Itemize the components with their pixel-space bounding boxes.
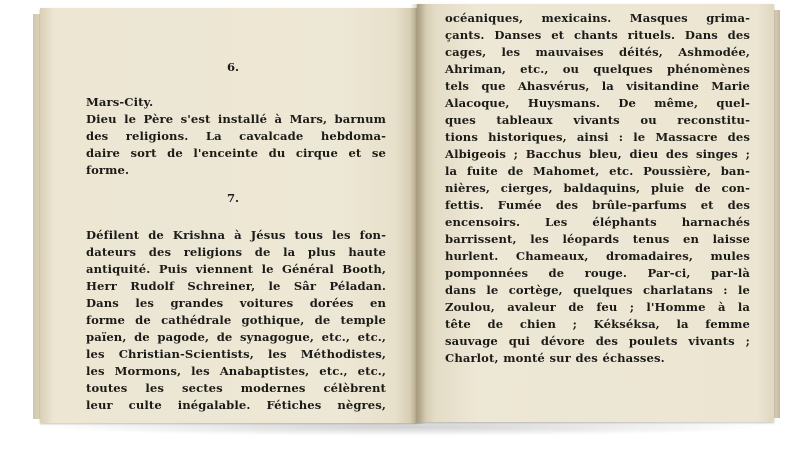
text-line: la fuite de Mahomet, etc. Poussière, ban- bbox=[445, 164, 750, 178]
text-line: Albigeois ; Bacchus bleu, dieu des singes ; bbox=[445, 147, 750, 161]
text-line: Dans les grandes voitures dorées en bbox=[86, 296, 386, 310]
text-line: tête de chien ; Kékséksa, la femme bbox=[445, 317, 750, 331]
right-page-text bbox=[445, 10, 750, 367]
text-line: tions historiques, ainsi : le Massacre des bbox=[445, 130, 750, 144]
text-line: Charlot, monté sur des échasses. bbox=[445, 351, 665, 365]
text-line: océaniques, mexicains. Masques grima- bbox=[445, 11, 750, 25]
text-line: cages, les mauvaises déités, Ashmodée, bbox=[445, 45, 750, 59]
text-line: sauvage qui dévore des poulets vivants ; bbox=[445, 334, 750, 348]
text-line: les Mormons, les Anabaptistes, etc., etc., bbox=[86, 364, 386, 378]
text-line: çants. Danses et chants rituels. Dans des bbox=[445, 28, 750, 42]
section-7-number: 7. bbox=[226, 191, 240, 205]
book-gutter bbox=[410, 4, 426, 424]
section-6-number: 6. bbox=[226, 60, 240, 74]
text-line: daire sort de l'enceinte du cirque et se bbox=[86, 146, 386, 160]
text-line: Ahriman, etc., ou quelques phénomènes bbox=[445, 62, 750, 76]
text-line: fettis. Fumée des brûle-parfums et des bbox=[445, 198, 750, 212]
text-line: tels que Ahasvérus, la visitandine Marie bbox=[445, 79, 750, 93]
text-line: des religions. La cavalcade hebdoma- bbox=[86, 129, 386, 143]
text-line: Mars-City. bbox=[86, 95, 154, 109]
text-line: païen, de pagode, de synagogue, etc., etc., bbox=[86, 330, 386, 344]
text-line: hurlent. Chameaux, dromadaires, mules bbox=[445, 249, 750, 263]
text-line: encensoirs. Les éléphants harnachés bbox=[445, 215, 750, 229]
text-line: Zoulou, avaleur de feu ; l'Homme à la bbox=[445, 300, 750, 314]
text-line: Alacoque, Huysmans. De même, quel- bbox=[445, 96, 750, 110]
text-line: forme de cathédrale gothique, de temple bbox=[86, 313, 386, 327]
text-line: dateurs des religions de la plus haute bbox=[86, 245, 386, 259]
text-line: antiquité. Puis viennent le Général Booth, bbox=[86, 262, 386, 276]
section-7-text bbox=[86, 227, 386, 414]
text-line: nières, cierges, baldaquins, pluie de con- bbox=[445, 181, 750, 195]
text-line: toutes les sectes modernes célèbrent bbox=[86, 381, 386, 395]
text-line: forme. bbox=[86, 163, 130, 177]
text-line: barrissent, les léopards tenus en laisse bbox=[445, 232, 750, 246]
text-line: Défilent de Krishna à Jésus tous les fon- bbox=[86, 228, 386, 242]
section-6-text bbox=[86, 94, 386, 179]
text-line: ques tableaux vivants ou reconstitu- bbox=[445, 113, 750, 127]
text-line: les Christian-Scientists, les Méthodistes, bbox=[86, 347, 386, 361]
text-line: leur culte inégalable. Fétiches nègres, bbox=[86, 398, 386, 412]
text-line: dans le cortège, quelques charlatans : le bbox=[445, 283, 750, 297]
text-line: Herr Rudolf Schreiner, le Sâr Péladan. bbox=[86, 279, 386, 293]
text-line: pomponnées de rouge. Par-ci, par-là bbox=[445, 266, 750, 280]
text-line: Dieu le Père s'est installé à Mars, barnum bbox=[86, 112, 386, 126]
